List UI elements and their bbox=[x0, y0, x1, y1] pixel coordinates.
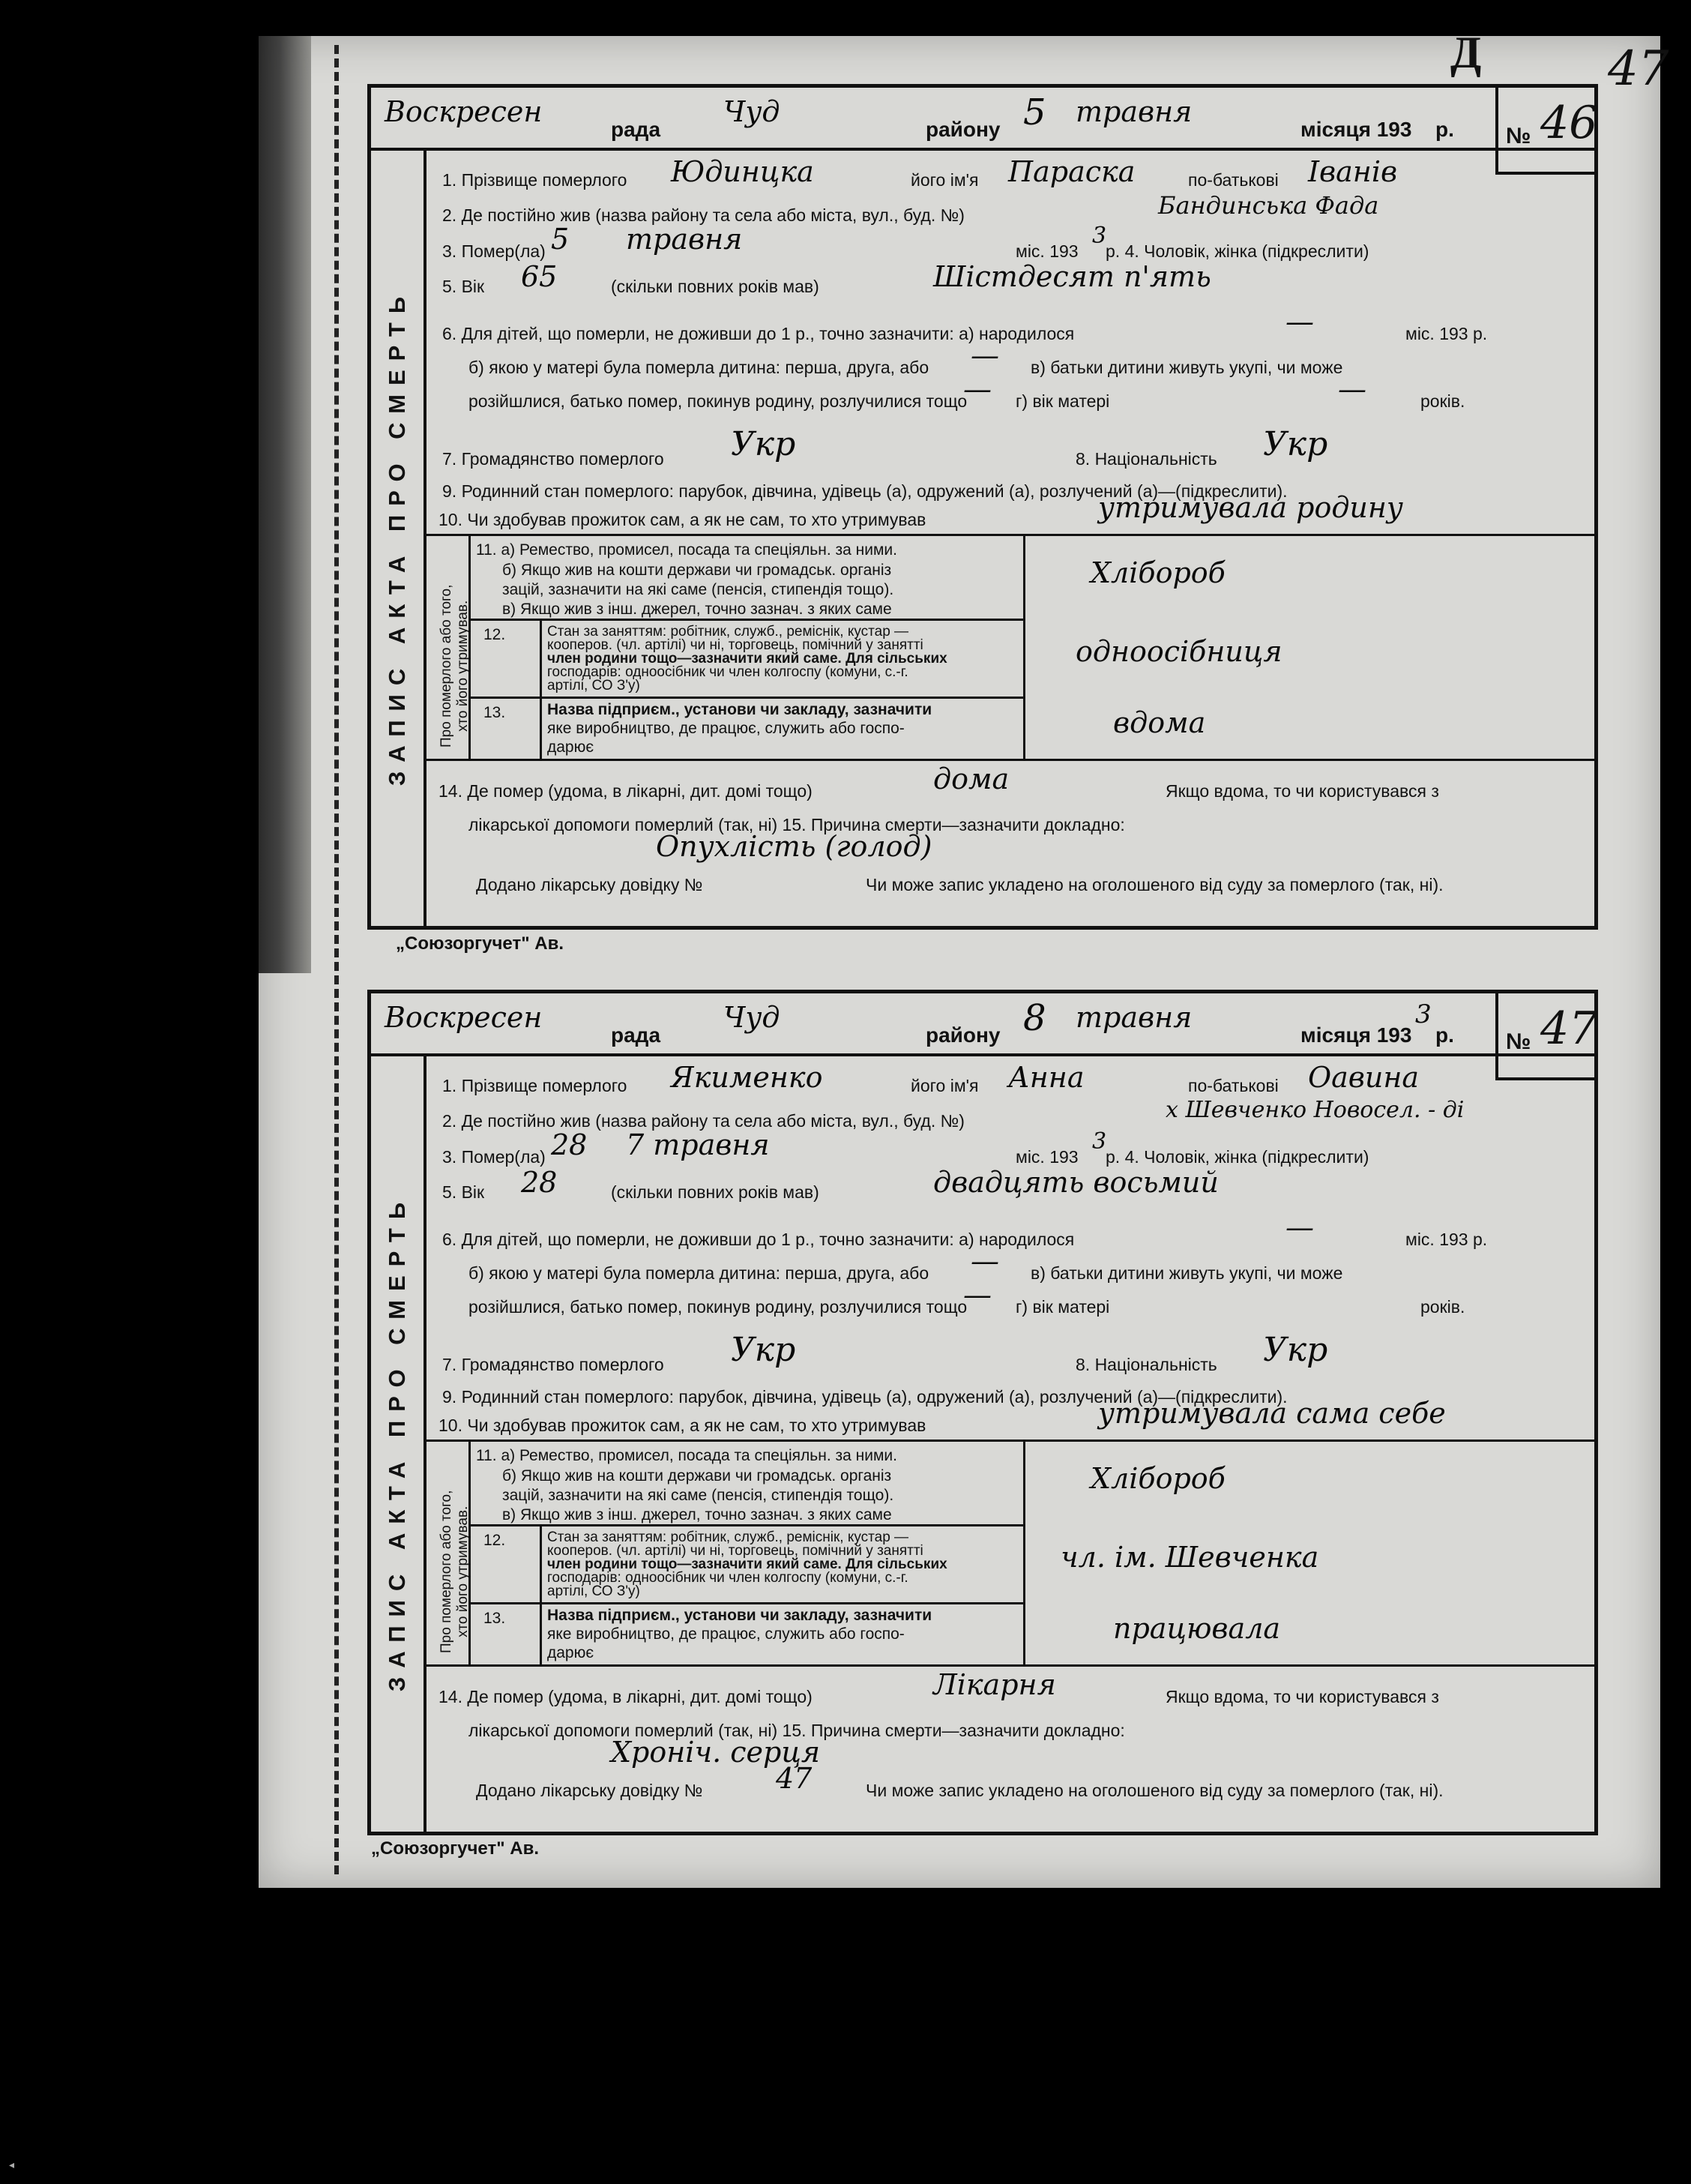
field-6b-label: б) якою у матері була померла дитина: перша, друга, або bbox=[468, 358, 929, 377]
born-handwritten: — bbox=[1285, 305, 1314, 338]
field-13-label: 13. bbox=[483, 704, 506, 721]
field-10-label: 10. Чи здобував прожиток сам, а як не сам, то хто утримував bbox=[438, 510, 926, 529]
parents-handwritten: — bbox=[963, 1278, 992, 1311]
field-5-note: (скільки повних років мав) bbox=[611, 1182, 819, 1202]
residence-handwritten: х Шевченко Новосел. - ді bbox=[1166, 1097, 1465, 1123]
field-12-label: 12. bbox=[483, 626, 506, 643]
field-6-month-label: міс. 193 р. bbox=[1405, 324, 1488, 343]
side-title: ЗАПИС АКТА ПРО СМЕРТЬ bbox=[384, 1193, 410, 1692]
field-3-sex-label: р. 4. Чоловік, жінка (підкреслити) bbox=[1106, 1147, 1369, 1167]
field-11b2-label: зацій, зазначити на які саме (пенсія, стипендія тощо). bbox=[502, 1487, 894, 1504]
field-1-label: 1. Прізвище померлого bbox=[442, 170, 627, 190]
mother-age-handwritten: — bbox=[1338, 373, 1366, 406]
side-note: Про померлого або того, хто його утримував. bbox=[438, 1490, 471, 1653]
field-3-month-label: міс. 193 bbox=[1016, 241, 1079, 261]
field-5-label: 5. Вік bbox=[442, 1182, 485, 1202]
field-14c-label: лікарської допомоги померлий (так, ні) 15. Причина смерти—зазначити докладно: bbox=[468, 1721, 1125, 1740]
field-9-label: 9. Родинний стан померлого: парубок, дівчина, удівець (а), одружений (а), розлучений (а)—(підкреслити). bbox=[442, 1387, 1288, 1407]
field-6e-label: г) вік матері bbox=[1016, 391, 1110, 411]
month-handwritten: травня bbox=[1076, 1001, 1193, 1034]
corner-mark-small: ◂ bbox=[9, 2160, 15, 2171]
field-13-label: 13. bbox=[483, 1610, 506, 1627]
field-8-label: 8. Національність bbox=[1076, 449, 1217, 469]
month-label: місяця 193 bbox=[1300, 1023, 1412, 1047]
age-handwritten: 28 bbox=[521, 1166, 558, 1199]
field-5-note: (скільки повних років мав) bbox=[611, 277, 819, 296]
death-record-form-2 bbox=[367, 990, 1598, 1835]
field-12-text-2: кооперов. (чл. артілі) чи ні, торговець, помічний у занятті bbox=[547, 637, 923, 653]
rada-handwritten: Воскресен bbox=[385, 1001, 543, 1034]
number-label: № bbox=[1506, 1029, 1531, 1054]
patronymic-handwritten: Оавина bbox=[1308, 1061, 1420, 1094]
field-16b-label: Чи може запис укладено на оголошеного від суду за померлого (так, ні). bbox=[866, 875, 1444, 894]
field-13-text-3: дарює bbox=[547, 738, 594, 756]
field-3-sex-label: р. 4. Чоловік, жінка (підкреслити) bbox=[1106, 241, 1369, 261]
field-6c-label: в) батьки дитини живуть укупі, чи може bbox=[1031, 1263, 1343, 1283]
raion-handwritten: Чуд bbox=[723, 95, 780, 128]
field-2-label: 2. Де постійно жив (назва району та села або міста, вул., буд. №) bbox=[442, 205, 965, 225]
year-handwritten: 3 bbox=[1415, 999, 1432, 1029]
field-13-text-2: яке виробництво, де працює, служить або госпо- bbox=[547, 1625, 905, 1643]
side-title: ЗАПИС АКТА ПРО СМЕРТЬ bbox=[384, 287, 410, 786]
supported-by-handwritten: утримувала родину bbox=[1098, 491, 1403, 524]
field-12-label: 12. bbox=[483, 1532, 506, 1549]
perforation-line bbox=[334, 45, 339, 1874]
cause-handwritten: Хроніч. серця bbox=[611, 1736, 821, 1769]
died-day-handwritten: 28 bbox=[551, 1128, 588, 1161]
field-1-patronymic-label: по-батькові bbox=[1188, 1076, 1279, 1095]
torn-left-edge bbox=[259, 36, 311, 973]
field-6d-label: розійшлися, батько помер, покинув родину, розлучилися тощо bbox=[468, 1297, 968, 1317]
field-11b2-label: зацій, зазначити на які саме (пенсія, стипендія тощо). bbox=[502, 581, 894, 598]
nationality-handwritten: Укр bbox=[1263, 425, 1328, 463]
field-14-label: 14. Де помер (удома, в лікарні, дит. домі тощо) bbox=[438, 1687, 813, 1706]
field-12-text-4: господарів: одноосібник чи член колгоспу (комуни, с.-г. bbox=[547, 1570, 908, 1586]
field-6f-label: років. bbox=[1420, 1297, 1465, 1317]
record-number-box bbox=[1495, 993, 1598, 1080]
raion-label: району bbox=[926, 118, 1001, 141]
surname-handwritten: Юдинцка bbox=[671, 155, 814, 188]
certificate-handwritten: 47 bbox=[776, 1762, 813, 1795]
citizenship-handwritten: Укр bbox=[731, 1331, 796, 1369]
workplace-handwritten: вдома bbox=[1113, 706, 1206, 739]
field-7-label: 7. Громадянство померлого bbox=[442, 1355, 664, 1374]
name-handwritten: Анна bbox=[1008, 1061, 1085, 1094]
field-6e-label: г) вік матері bbox=[1016, 1297, 1110, 1317]
field-12-text-5: артілі, СО З'у) bbox=[547, 1583, 640, 1599]
field-1-patronymic-label: по-батькові bbox=[1188, 170, 1279, 190]
status-handwritten: одноосібниця bbox=[1076, 635, 1282, 668]
died-year-handwritten: 3 bbox=[1092, 223, 1107, 249]
field-1-name-label: його ім'я bbox=[911, 1076, 979, 1095]
field-13-text-1: Назва підприєм., установи чи закладу, зазначити bbox=[547, 701, 932, 718]
field-16b-label: Чи може запис укладено на оголошеного від суду за померлого (так, ні). bbox=[866, 1781, 1444, 1800]
occupation-handwritten: Хлібороб bbox=[1091, 556, 1226, 589]
day-handwritten: 5 bbox=[1023, 91, 1046, 133]
field-14c-label: лікарської допомоги померлий (так, ні) 15. Причина смерти—зазначити докладно: bbox=[468, 815, 1125, 834]
field-1-label: 1. Прізвище померлого bbox=[442, 1076, 627, 1095]
side-title-column bbox=[371, 1053, 426, 1832]
month-label: місяця 193 bbox=[1300, 118, 1412, 141]
rada-label: рада bbox=[611, 1023, 661, 1047]
death-place-handwritten: Лікарня bbox=[933, 1668, 1056, 1701]
child-order-handwritten: — bbox=[971, 1245, 999, 1278]
field-11b-label: б) Якщо жив на кошти держави чи громадськ. організ bbox=[502, 1467, 892, 1484]
field-5-label: 5. Вік bbox=[442, 277, 485, 296]
header-letter: Д bbox=[1450, 28, 1482, 77]
month-handwritten: травня bbox=[1076, 95, 1193, 128]
field-7-label: 7. Громадянство померлого bbox=[442, 449, 664, 469]
status-handwritten: чл. ім. Шевченка bbox=[1061, 1541, 1319, 1574]
surname-handwritten: Якименко bbox=[671, 1061, 823, 1094]
died-month-handwritten: 7 травня bbox=[626, 1128, 770, 1161]
field-2-label: 2. Де постійно жив (назва району та села або міста, вул., буд. №) bbox=[442, 1111, 965, 1131]
death-record-form-1 bbox=[367, 84, 1598, 930]
field-6-label: 6. Для дітей, що померли, не доживши до 1 р., точно зазначити: а) народилося bbox=[442, 324, 1075, 343]
field-11a-label: 11. а) Ремество, промисел, посада та спеціяльн. за ними. bbox=[476, 1447, 897, 1464]
rada-handwritten: Воскресен bbox=[385, 95, 543, 128]
occupation-handwritten: Хлібороб bbox=[1091, 1462, 1226, 1495]
field-3-label: 3. Помер(ла) bbox=[442, 1147, 546, 1167]
field-6-month-label: міс. 193 р. bbox=[1405, 1230, 1488, 1249]
age-words-handwritten: Шістдесят п'ять bbox=[933, 260, 1211, 293]
field-14b-label: Якщо вдома, то чи користувався з bbox=[1166, 1687, 1439, 1706]
side-note: Про померлого або того, хто його утримував. bbox=[438, 584, 471, 747]
citizenship-handwritten: Укр bbox=[731, 425, 796, 463]
field-10-label: 10. Чи здобував прожиток сам, а як не сам, то хто утримував bbox=[438, 1416, 926, 1435]
field-8-label: 8. Національність bbox=[1076, 1355, 1217, 1374]
form-header bbox=[371, 993, 1598, 1056]
age-handwritten: 65 bbox=[521, 260, 558, 293]
death-place-handwritten: дома bbox=[933, 762, 1010, 795]
field-14-label: 14. Де помер (удома, в лікарні, дит. домі тощо) bbox=[438, 781, 813, 801]
raion-handwritten: Чуд bbox=[723, 1001, 780, 1034]
field-6d-label: розійшлися, батько помер, покинув родину, розлучилися тощо bbox=[468, 391, 968, 411]
field-12-text-3: член родини тощо—зазначити який саме. Для сільських bbox=[547, 651, 947, 667]
field-1-name-label: його ім'я bbox=[911, 170, 979, 190]
year-suffix: р. bbox=[1435, 118, 1454, 141]
field-11b-label: б) Якщо жив на кошти держави чи громадськ. організ bbox=[502, 562, 892, 579]
age-words-handwritten: двадцять восьмий bbox=[933, 1166, 1219, 1199]
field-3-month-label: міс. 193 bbox=[1016, 1147, 1079, 1167]
form-header bbox=[371, 88, 1598, 151]
printer-footnote-2: „Союзоргучет" Ав. bbox=[371, 1838, 540, 1859]
died-day-handwritten: 5 bbox=[551, 223, 570, 256]
field-6f-label: років. bbox=[1420, 391, 1465, 411]
field-6c-label: в) батьки дитини живуть укупі, чи може bbox=[1031, 358, 1343, 377]
page-number-handwritten: 47 bbox=[1608, 41, 1669, 97]
rada-label: рада bbox=[611, 118, 661, 141]
record-number-handwritten: 47 bbox=[1540, 1002, 1598, 1055]
field-13-text-2: яке виробництво, де працює, служить або госпо- bbox=[547, 720, 905, 737]
patronymic-handwritten: Іванів bbox=[1308, 155, 1398, 188]
field-13-text-3: дарює bbox=[547, 1644, 594, 1661]
field-11a-label: 11. а) Ремество, промисел, посада та спеціяльн. за ними. bbox=[476, 541, 897, 559]
field-12-text-1: Стан за заняттям: робітник, служб., реміснік, кустар — bbox=[547, 624, 909, 640]
field-12-text-1: Стан за заняттям: робітник, служб., реміснік, кустар — bbox=[547, 1529, 909, 1545]
record-number-box bbox=[1495, 88, 1598, 175]
field-6b-label: б) якою у матері була померла дитина: перша, друга, або bbox=[468, 1263, 929, 1283]
raion-label: району bbox=[926, 1023, 1001, 1047]
died-year-handwritten: 3 bbox=[1092, 1128, 1107, 1155]
supported-by-handwritten: утримувала сама себе bbox=[1098, 1397, 1446, 1430]
died-month-handwritten: травня bbox=[626, 223, 743, 256]
field-3-label: 3. Помер(ла) bbox=[442, 241, 546, 261]
field-12-text-5: артілі, СО З'у) bbox=[547, 678, 640, 694]
workplace-handwritten: працювала bbox=[1113, 1612, 1281, 1645]
parents-handwritten: — bbox=[963, 373, 992, 406]
field-14b-label: Якщо вдома, то чи користувався з bbox=[1166, 781, 1439, 801]
field-11c-label: в) Якщо жив з інш. джерел, точно зазнач. з яких саме bbox=[502, 1506, 892, 1523]
field-16-label: Додано лікарську довідку № bbox=[476, 1781, 703, 1800]
side-title-column bbox=[371, 148, 426, 926]
residence-handwritten: Бандинська Фада bbox=[1158, 191, 1379, 220]
printer-footnote-1: „Союзоргучет" Ав. bbox=[396, 933, 564, 954]
year-suffix: р. bbox=[1435, 1023, 1454, 1047]
number-label: № bbox=[1506, 124, 1531, 148]
name-handwritten: Параска bbox=[1008, 155, 1136, 188]
born-handwritten: — bbox=[1285, 1211, 1314, 1244]
day-handwritten: 8 bbox=[1023, 997, 1046, 1039]
field-12-text-4: господарів: одноосібник чи член колгоспу (комуни, с.-г. bbox=[547, 664, 908, 680]
field-11c-label: в) Якщо жив з інш. джерел, точно зазнач. з яких саме bbox=[502, 601, 892, 618]
child-order-handwritten: — bbox=[971, 339, 999, 372]
field-12-text-2: кооперов. (чл. артілі) чи ні, торговець, помічний у занятті bbox=[547, 1543, 923, 1559]
field-9-label: 9. Родинний стан померлого: парубок, дівчина, удівець (а), одружений (а), розлучений (а)—(підкреслити). bbox=[442, 481, 1288, 501]
cause-handwritten: Опухлість (голод) bbox=[656, 830, 932, 863]
field-16-label: Додано лікарську довідку № bbox=[476, 875, 703, 894]
record-number-handwritten: 46 bbox=[1540, 97, 1598, 149]
field-12-text-3: член родини тощо—зазначити який саме. Для сільських bbox=[547, 1556, 947, 1572]
field-6-label: 6. Для дітей, що померли, не доживши до 1 р., точно зазначити: а) народилося bbox=[442, 1230, 1075, 1249]
nationality-handwritten: Укр bbox=[1263, 1331, 1328, 1369]
field-13-text-1: Назва підприєм., установи чи закладу, зазначити bbox=[547, 1607, 932, 1624]
